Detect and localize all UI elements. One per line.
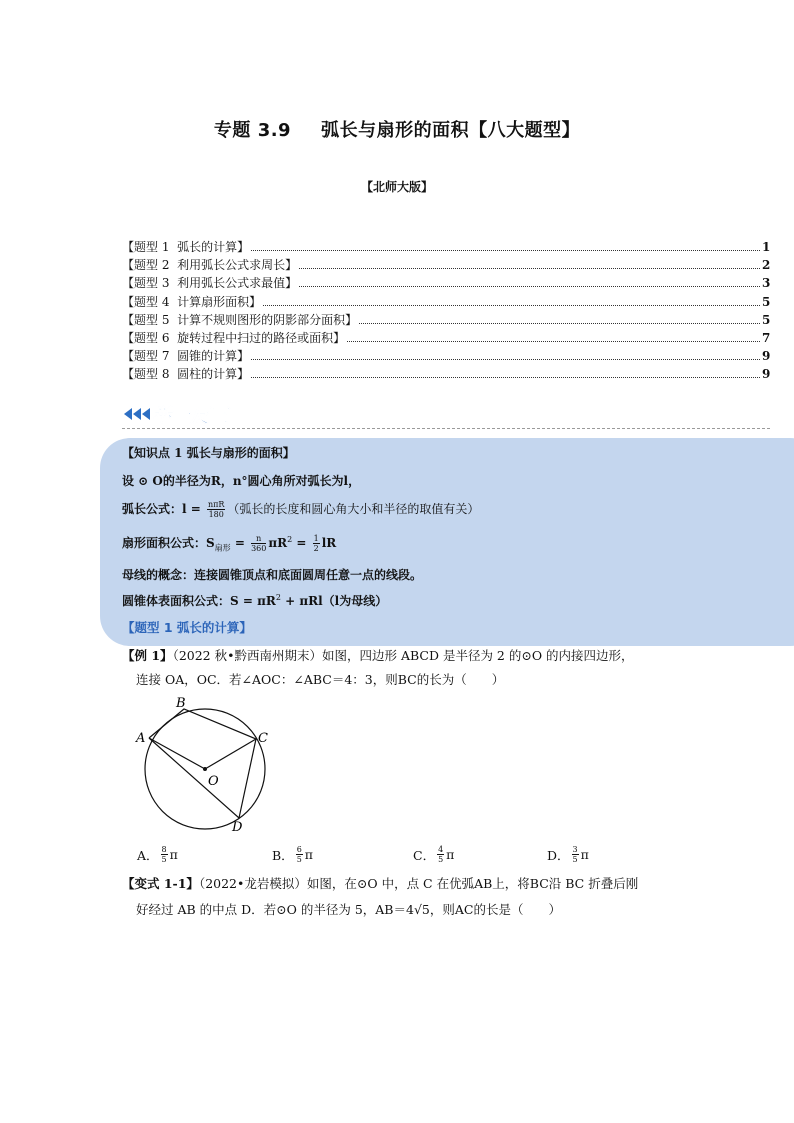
toc-leader bbox=[299, 256, 760, 269]
table-of-contents bbox=[122, 238, 770, 384]
generatrix-definition: 母线的概念：连接圆锥顶点和底面圆周任意一点的线段。 bbox=[122, 568, 423, 582]
page-title bbox=[0, 116, 794, 142]
arc-length-formula: 弧长公式：l = $\frac{\text{nπR}}{180}$ （弧长的长度和圆心角大小和半径的取值有关） bbox=[122, 500, 480, 519]
title-prefix: 专题 3.9 bbox=[213, 120, 292, 141]
toc-item[interactable]: 【题型 5 计算不规则图形的阴影部分面积】 5 bbox=[122, 312, 771, 327]
choice-B[interactable]: B． $\frac{6}{5}$ π bbox=[272, 845, 313, 864]
toc-leader bbox=[299, 274, 760, 287]
toc-item[interactable]: 【题型 2 利用弧长公式求周长】 2 bbox=[122, 258, 771, 273]
example1-line1: 【例 1】（2022 秋•黔西南州期末）如图，四边形 ABCD 是半径为 2 的⊙O 的内接四边形， bbox=[122, 648, 634, 663]
label-O: O bbox=[208, 774, 219, 789]
toc-leader bbox=[347, 329, 760, 342]
toc-item[interactable]: 【题型 4 计算扇形面积】 5 bbox=[122, 294, 771, 309]
toc-leader bbox=[359, 311, 760, 324]
label-A: A bbox=[136, 731, 146, 746]
toc-item[interactable]: 【题型 1 弧长的计算】 1 bbox=[122, 240, 771, 254]
knowledge-line-radius: 设 ⊙ O的半径为R，n°圆心角所对弧长为l， bbox=[122, 474, 361, 488]
banner-logo-text: 举一反三 bbox=[152, 405, 229, 427]
type1-heading: 【题型 1 弧长的计算】 bbox=[122, 620, 252, 635]
sector-area-formula: 扇形面积公式：$S_{扇形}$ = $\frac{n}{360}$ $\pi R^2$ = $\frac{1}{2}$ lR bbox=[122, 534, 337, 553]
circle-figure bbox=[132, 694, 282, 839]
banner-divider bbox=[122, 428, 770, 429]
edition-label: 【北师大版】 bbox=[360, 180, 433, 194]
choice-C[interactable]: C． $\frac{4}{5}$ π bbox=[413, 845, 455, 864]
toc-leader bbox=[251, 347, 760, 360]
choice-A[interactable]: A． $\frac{8}{5}$ π bbox=[137, 845, 178, 864]
label-B: B bbox=[176, 696, 186, 711]
knowledge-heading: 【知识点 1 弧长与扇形的面积】 bbox=[122, 446, 295, 460]
variant1-line1: 【变式 1-1】（2022•龙岩模拟）如图，在⊙O 中，点 C 在优弧AB上，将BC沿 BC 折叠后刚 bbox=[122, 876, 639, 891]
toc-leader bbox=[251, 238, 760, 251]
example1-line2: 连接 OA，OC．若∠AOC：∠ABC＝4：3，则BC的长为（ ） bbox=[136, 672, 505, 687]
title-main: 弧长与扇形的面积【八大题型】 bbox=[321, 120, 581, 141]
label-D: D bbox=[232, 820, 243, 835]
banner-logo bbox=[122, 398, 252, 428]
cone-area-formula: 圆锥体表面积公式：$S = \pi R^2 + \pi Rl(l$为母线） bbox=[122, 593, 388, 608]
toc-leader bbox=[251, 365, 760, 378]
variant1-line2: 好经过 AB 的中点 D．若⊙O 的半径为 5，AB＝4√5，则AC的长是（ ） bbox=[136, 902, 561, 917]
label-C: C bbox=[258, 731, 268, 746]
toc-item[interactable]: 【题型 6 旋转过程中扫过的路径或面积】 7 bbox=[122, 330, 771, 345]
toc-item[interactable]: 【题型 3 利用弧长公式求最值】 3 bbox=[122, 276, 771, 291]
toc-leader bbox=[263, 293, 760, 306]
choice-D[interactable]: D． $\frac{3}{5}$ π bbox=[547, 845, 589, 864]
toc-item[interactable]: 【题型 7 圆锥的计算】 9 bbox=[122, 349, 771, 364]
toc-item[interactable]: 【题型 8 圆柱的计算】 9 bbox=[122, 367, 771, 382]
